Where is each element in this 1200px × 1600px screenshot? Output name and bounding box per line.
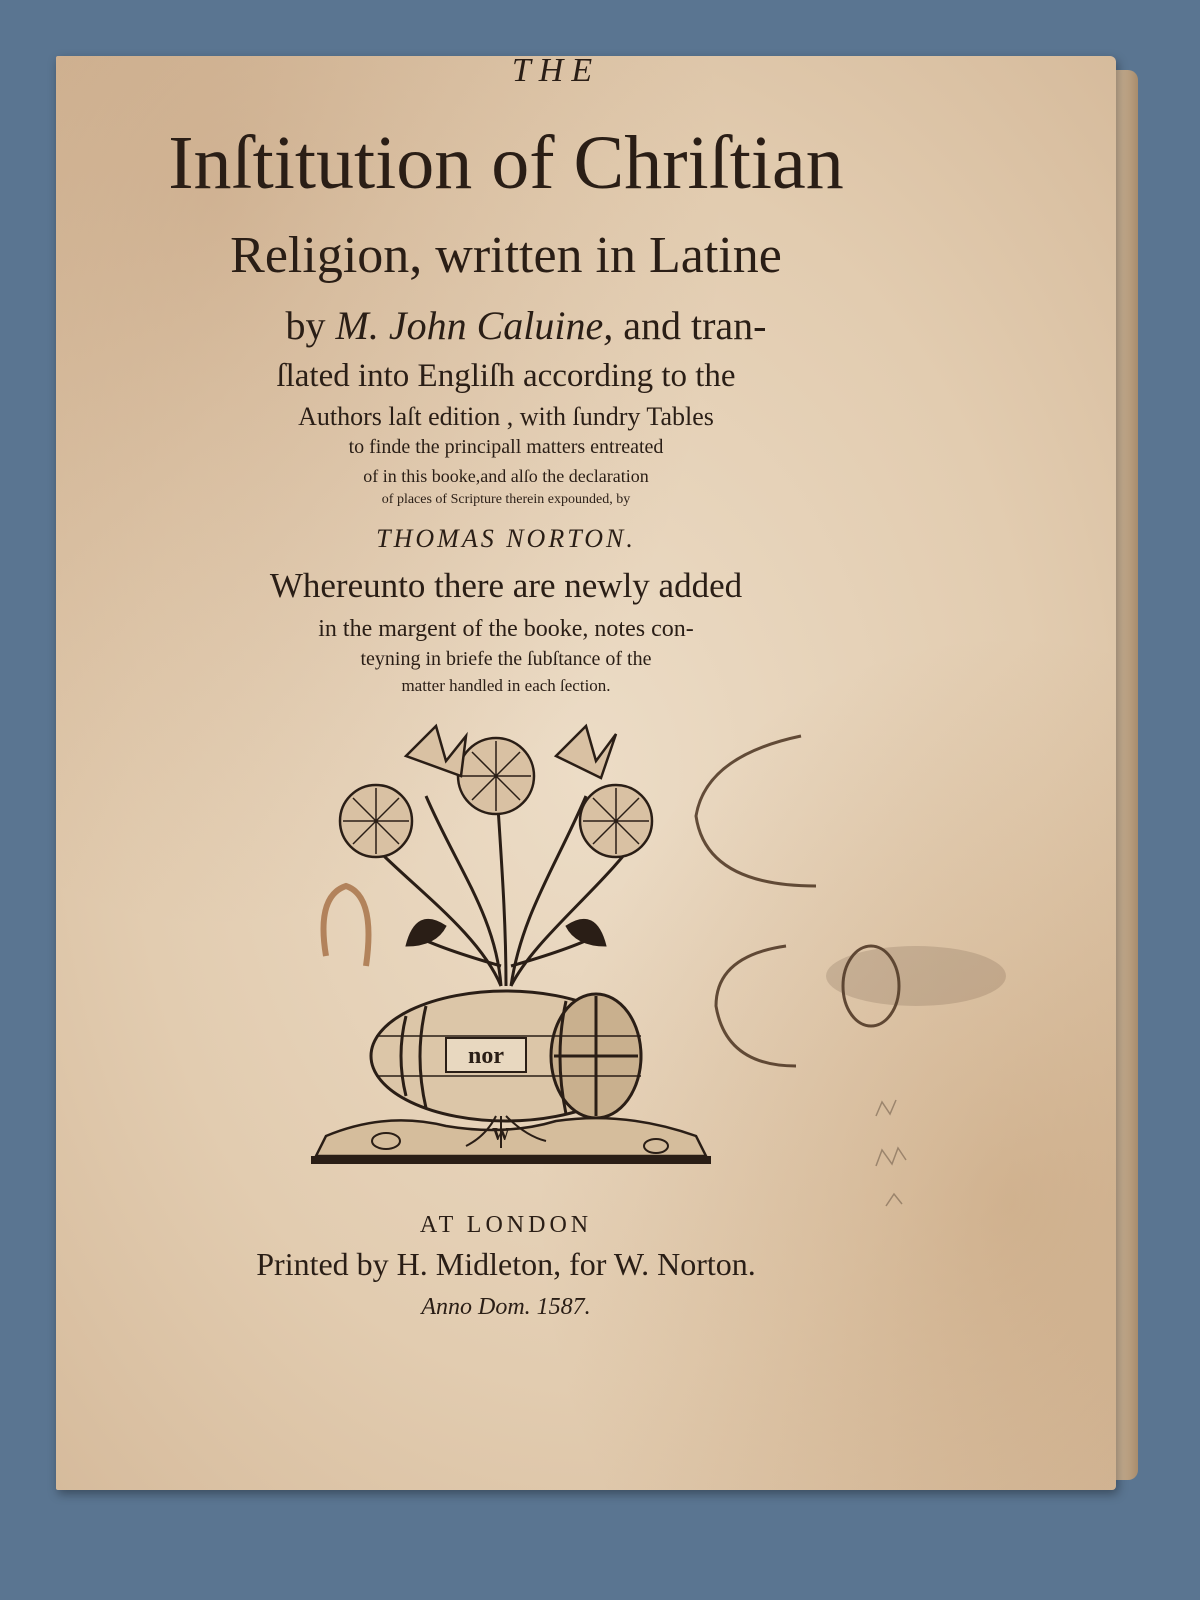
barrel-label: nor [468, 1043, 504, 1069]
addition-line-4: matter handled in each ſection. [401, 676, 611, 695]
imprint-printer: Printed by H. Midleton, for W. Norton. [256, 1246, 756, 1282]
addition-line-1: Whereunto there are newly added [269, 566, 743, 605]
title-the: THE [511, 52, 601, 89]
title-line-4: ſlated into Engliſh according to the [276, 358, 736, 394]
ink-stain-mark [324, 886, 369, 966]
translator-name: THOMAS NORTON. [376, 524, 636, 553]
handwritten-marks [56, 56, 1116, 1490]
root-letter: W [492, 1124, 510, 1144]
author-prefix: by [285, 303, 336, 348]
title-line-2: Religion, written in Latine [230, 227, 782, 284]
title-line-8: of places of Scripture therein expounded, by [381, 492, 631, 507]
main-title: Inſtitution of Chriſtian [168, 121, 844, 205]
title-line-6: to finde the principall matters entreated [348, 436, 664, 458]
author-name: M. John Caluine, [335, 303, 614, 348]
title-line-5: Authors laſt edition , with ſundry Tables [298, 402, 714, 431]
title-page [56, 52, 1116, 1490]
addition-line-2: in the margent of the booke, notes con- [318, 616, 694, 642]
author-suffix: and tran- [613, 303, 767, 348]
imprint-place: AT LONDON [419, 1212, 593, 1238]
title-line-7: of in this booke,and alſo the declaration [363, 466, 649, 486]
addition-line-3: teyning in briefe the ſubſtance of the [360, 648, 652, 670]
imprint-date: Anno Dom. 1587. [421, 1294, 591, 1320]
